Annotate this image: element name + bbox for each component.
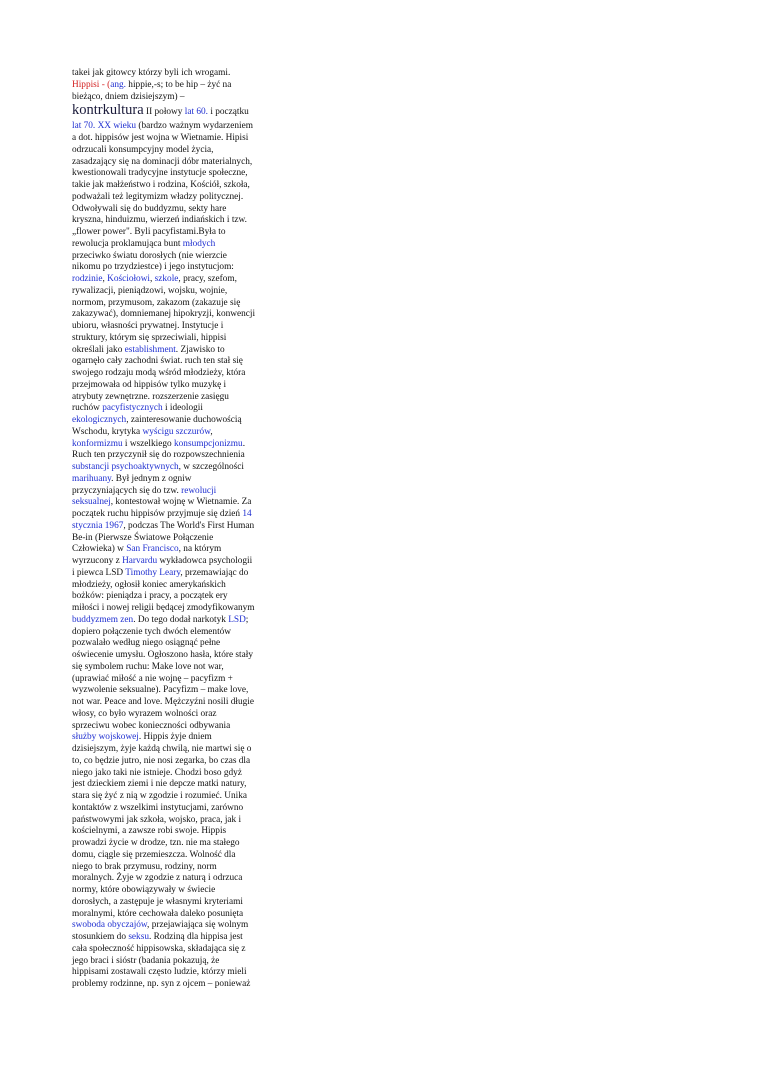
text-line: [72, 732, 275, 744]
text-line: [72, 779, 275, 791]
text-link[interactable]: stycznia 1967: [72, 520, 124, 531]
text-segment: wykładowca psychologii: [157, 556, 253, 566]
text-line: [72, 309, 275, 321]
text-line: [72, 920, 275, 932]
text-segment: moralnych. Żyje w zgodzie z naturą i odrzuca: [72, 873, 243, 884]
text-segment: , w szczególności: [178, 462, 244, 472]
text-segment: Be-in (Pierwsze Światowe Połączenie: [72, 532, 214, 543]
text-line: [72, 815, 275, 827]
text-link[interactable]: Harvardu: [122, 556, 158, 566]
text-segment: not war. Peace and love. Mężczyźni nosili długie: [72, 697, 255, 707]
text-link[interactable]: rewolucji: [181, 485, 217, 496]
text-link[interactable]: konsumpcjonizmu: [174, 438, 243, 449]
text-segment: kościelnymi, a zawsze robi swoje. Hippis: [72, 826, 227, 837]
text-segment: a dot. hippisów jest wojna w Wietnamie. Hipisi: [72, 133, 249, 143]
text-line: [72, 580, 275, 592]
text-line: [72, 591, 275, 603]
text-line: [72, 368, 275, 380]
text-segment: i piewca LSD: [72, 567, 126, 578]
text-segment: „flower power". Byli pacyfistami.Była to: [72, 227, 226, 237]
text-segment: sprzeciwu wobec konieczności odbywania: [72, 720, 231, 731]
text-segment: atrybuty zewnętrzne. rozszerzenie zasięgu: [72, 391, 229, 402]
text-line: [72, 685, 275, 697]
text-line: [72, 897, 275, 909]
text-segment: problemy rodzinne, np. syn z ojcem – ponieważ: [72, 979, 251, 989]
text-link[interactable]: swoboda obyczajów: [72, 920, 148, 931]
text-line: [72, 956, 275, 968]
text-line: [72, 215, 275, 227]
text-segment: miłości i nowej religii będącej zmodyfikowanym: [72, 603, 255, 613]
text-segment: jego braci i sióstr (badania pokazują, że: [72, 955, 220, 966]
text-line: [72, 967, 275, 979]
text-segment: i ideologii: [162, 403, 203, 414]
text-line: [72, 838, 275, 850]
text-line: [72, 709, 275, 721]
text-line: [72, 251, 275, 263]
text-link[interactable]: marihuany: [72, 473, 112, 484]
text-segment: i początku: [208, 107, 249, 118]
text-link[interactable]: substancji psychoaktywnych: [72, 462, 179, 472]
text-line: [72, 462, 275, 474]
text-segment: normom, przymusom, zakazom (zakazuje się: [72, 297, 241, 308]
text-line: [72, 380, 275, 392]
text-line: [72, 68, 275, 80]
text-line: [72, 204, 275, 216]
text-line: [72, 121, 275, 133]
text-line: [72, 885, 275, 897]
text-line: [72, 415, 275, 427]
text-segment: określali jako: [72, 344, 125, 355]
text-link[interactable]: establishment: [124, 344, 176, 355]
text-line: [72, 486, 275, 498]
text-segment: (uprawiać miłość a nie wojnę – pacyfizm +: [72, 673, 233, 684]
text-line: [72, 556, 275, 568]
text-segment: hippisami zostawali często ludzie, którzy mieli: [72, 967, 247, 978]
text-link[interactable]: rodzinie: [72, 274, 103, 284]
text-segment: dzisiejszym, żyje każdą chwilą, nie martwi się o: [72, 744, 252, 754]
text-link[interactable]: wyścigu szczurów: [142, 426, 211, 437]
text-segment: stosunkiem do: [72, 932, 129, 942]
text-segment: domu, ciągle się przemieszcza. Wolność dla: [72, 849, 236, 860]
text-line: [72, 850, 275, 862]
text-link[interactable]: 14: [242, 509, 252, 519]
text-segment: (bardzo ważnym wydarzeniem: [136, 121, 253, 132]
text-line: [72, 321, 275, 333]
text-segment: jest dzieckiem ziemi i nie depcze matki natury,: [72, 779, 247, 790]
text-segment: II połowy: [143, 107, 185, 118]
text-segment: to, co będzie jutro, nie nosi zegarka, bo czas dla: [72, 755, 251, 766]
text-link[interactable]: LSD: [228, 614, 246, 625]
text-segment: , na którym: [178, 544, 222, 555]
text-line: [72, 227, 275, 239]
text-segment: państwowymi jak szkoła, wojsko, praca, jak i: [72, 814, 242, 825]
text-segment: dopiero połączenie tych dwóch elementów: [72, 626, 232, 637]
text-link[interactable]: Timothy Leary: [125, 567, 181, 578]
text-line: [72, 192, 275, 204]
text-line: [72, 627, 275, 639]
text-line: [72, 168, 275, 180]
text-line: [72, 356, 275, 368]
text-link[interactable]: konformizmu: [72, 438, 123, 449]
text-link[interactable]: San Francisco: [126, 544, 179, 555]
text-line: [72, 944, 275, 956]
text-segment: . Zjawisko to: [175, 344, 225, 355]
text-segment: młodzieży, ogłosił koniec amerykańskich: [72, 579, 226, 590]
text-segment: przyczyniających się do tzw.: [72, 485, 182, 496]
text-segment: nikomu po trzydziestce) i jego instytucjom:: [72, 262, 234, 273]
text-line: [72, 979, 275, 991]
text-segment: takie jak małżeństwo i rodzina, Kościół, szkoła,: [72, 180, 250, 190]
text-segment: , podczas The World's First Human: [123, 520, 255, 531]
text-segment: przejmowała od hippisów tylko muzykę i: [72, 379, 227, 390]
text-line: [72, 239, 275, 251]
text-line: [72, 333, 275, 345]
text-segment: ,: [150, 274, 155, 284]
text-line: [72, 674, 275, 686]
text-segment: ;: [245, 614, 249, 625]
text-link[interactable]: młodych: [182, 238, 216, 249]
text-line: [72, 768, 275, 780]
text-segment: , przejawiająca się wolnym: [147, 920, 249, 931]
text-segment: rywalizacji, pieniądzowi, wojsku, wojnie,: [72, 285, 228, 296]
text-segment: wyrzucony z: [72, 556, 123, 566]
text-line: [72, 721, 275, 733]
text-segment: rewolucja proklamująca bunt: [72, 238, 183, 249]
text-link[interactable]: seksualnej: [72, 497, 111, 508]
text-segment: . Rodziną dla hippisa jest: [148, 932, 243, 942]
text-segment: , kontestował wojnę w Wietnamie. Za: [110, 497, 252, 508]
text-segment: .: [242, 438, 246, 449]
text-line: [72, 650, 275, 662]
text-link[interactable]: szkole: [154, 274, 179, 284]
text-line: [72, 662, 275, 674]
text-segment: się symbolem ruchu: Make love not war,: [72, 661, 224, 672]
text-segment: zakazywać), domniemanej hipokryzji, konwencji: [72, 309, 256, 320]
text-line: [72, 403, 275, 415]
text-segment: prowadzi życie w drodze, tzn. nie ma stałego: [72, 838, 240, 848]
text-line: [72, 909, 275, 921]
text-line: [72, 427, 275, 439]
text-segment: Odwoływali się do buddyzmu, sekty hare: [72, 203, 227, 214]
text-link[interactable]: lat 60.: [184, 107, 208, 118]
text-segment: wyzwolenie seksualne). Pacyfizm – make love,: [72, 685, 249, 696]
text-link[interactable]: Kościołowi: [107, 274, 150, 284]
text-segment: . Do tego dodał narkotyk: [133, 614, 229, 625]
text-line: [72, 521, 275, 533]
text-link[interactable]: służby wojskowej: [72, 732, 139, 743]
text-line: [72, 862, 275, 874]
text-segment: Człowieka) w: [72, 544, 127, 555]
text-segment: . Był jednym z ogniw: [111, 473, 192, 484]
text-line: [72, 274, 275, 286]
text-segment: ruchów: [72, 403, 103, 414]
text-link[interactable]: buddyzmem zen: [72, 614, 134, 625]
text-line: [72, 603, 275, 615]
text-segment: moralnymi, które cechowała daleko posunięta: [72, 908, 244, 919]
text-segment: . Hippis żyje dniem: [138, 732, 212, 743]
text-line: [72, 145, 275, 157]
text-line: [72, 826, 275, 838]
text-segment: podważali też legitymizm władzy politycznej.: [72, 191, 244, 202]
document-body: [72, 68, 275, 991]
text-segment: bieżąco, dniem dzisiejszym) –: [72, 91, 185, 102]
text-segment: takei jak gitowcy którzy byli ich wrogami.: [72, 68, 231, 78]
text-line: [72, 568, 275, 580]
text-segment: - (: [99, 79, 111, 90]
text-segment: kwestionowali tradycyjne instytucje społeczne,: [72, 168, 248, 179]
text-line: [72, 509, 275, 521]
text-link[interactable]: Hippisi: [72, 79, 100, 90]
text-link[interactable]: lat 70.: [72, 121, 96, 132]
text-segment: dorosłych, a zastępuje je własnymi kryteriami: [72, 896, 243, 907]
text-segment: Ruch ten przyczynił się do rozpowszechnienia: [72, 450, 245, 461]
text-line: [72, 744, 275, 756]
text-line: [72, 474, 275, 486]
text-link[interactable]: kontrkultura: [72, 102, 144, 119]
text-segment: kryszna, hinduizmu, wierzeń indiańskich i tzw.: [72, 215, 247, 226]
text-line: [72, 697, 275, 709]
text-link[interactable]: seksu: [128, 932, 149, 942]
text-line: [72, 133, 275, 145]
text-line: [72, 932, 275, 944]
text-line: [72, 873, 275, 885]
text-segment: hippie,-s; to be hip – żyć na: [125, 79, 232, 90]
text-line: [72, 157, 275, 169]
text-link[interactable]: ang.: [110, 79, 126, 90]
text-segment: i wszelkiego: [122, 438, 174, 449]
text-segment: pozwalało według niego osiągnąć pełne: [72, 638, 221, 649]
text-line: [72, 791, 275, 803]
text-segment: ogarnęło cały zachodni świat. ruch ten stał się: [72, 356, 243, 367]
text-line: [72, 803, 275, 815]
text-segment: swojego rodzaju modą wśród młodzieży, która: [72, 368, 246, 378]
text-segment: stara się żyć z nią w zgodzie i rozumieć. Unika: [72, 791, 248, 801]
text-line: [72, 262, 275, 274]
text-line: [72, 298, 275, 310]
text-line: [72, 450, 275, 462]
text-segment: kontaktów z wszelkimi instytucjami, zarówno: [72, 802, 244, 813]
text-segment: ubioru, własności prywatnej. Instytucje i: [72, 321, 224, 331]
text-segment: ,: [102, 274, 108, 284]
text-link[interactable]: XX wieku: [97, 121, 137, 132]
text-link[interactable]: ekologicznych: [72, 415, 127, 425]
text-segment: struktury, którym się sprzeciwiali, hippisi: [72, 332, 227, 343]
text-segment: , przemawiając do: [180, 567, 249, 578]
text-line: [72, 756, 275, 768]
text-link[interactable]: pacyfistycznych: [102, 403, 163, 414]
text-segment: , zainteresowanie duchowością: [126, 415, 242, 425]
text-segment: Wschodu, krytyka: [72, 426, 143, 437]
text-line: [72, 533, 275, 545]
text-segment: oświecenie umysłu. Ogłoszono hasła, które stały: [72, 650, 253, 660]
text-line: [72, 180, 275, 192]
text-line: [72, 392, 275, 404]
text-segment: przeciwko światu dorosłych (nie wierzcie: [72, 250, 227, 261]
text-line: [72, 439, 275, 451]
text-line: [72, 615, 275, 627]
text-line: [72, 497, 275, 509]
text-segment: ,: [210, 426, 213, 437]
text-line: [72, 286, 275, 298]
text-segment: bożków: pieniądza i pracy, a początek ery: [72, 591, 228, 602]
text-line: [72, 544, 275, 556]
text-segment: początek ruchu hippisów przyjmuje się dzień: [72, 509, 243, 519]
text-line: [72, 345, 275, 357]
text-segment: odrzucali konsumpcyjny model życia,: [72, 144, 214, 155]
text-segment: cała społeczność hippisowska, składająca się z: [72, 943, 246, 954]
text-segment: zasadzający się na dominacji dóbr materialnych,: [72, 156, 253, 167]
text-line: [72, 80, 275, 92]
text-segment: włosy, co było wyrazem wolności oraz: [72, 708, 217, 719]
text-line: [72, 638, 275, 650]
text-segment: niego to brak przymusu, rodziny, norm: [72, 861, 217, 872]
text-segment: , pracy, szefom,: [178, 274, 237, 284]
text-segment: normy, które obowiązywały w świecie: [72, 885, 216, 895]
text-segment: niego jako taki nie istnieje. Chodzi boso gdyż: [72, 767, 242, 778]
text-line: [72, 102, 275, 121]
